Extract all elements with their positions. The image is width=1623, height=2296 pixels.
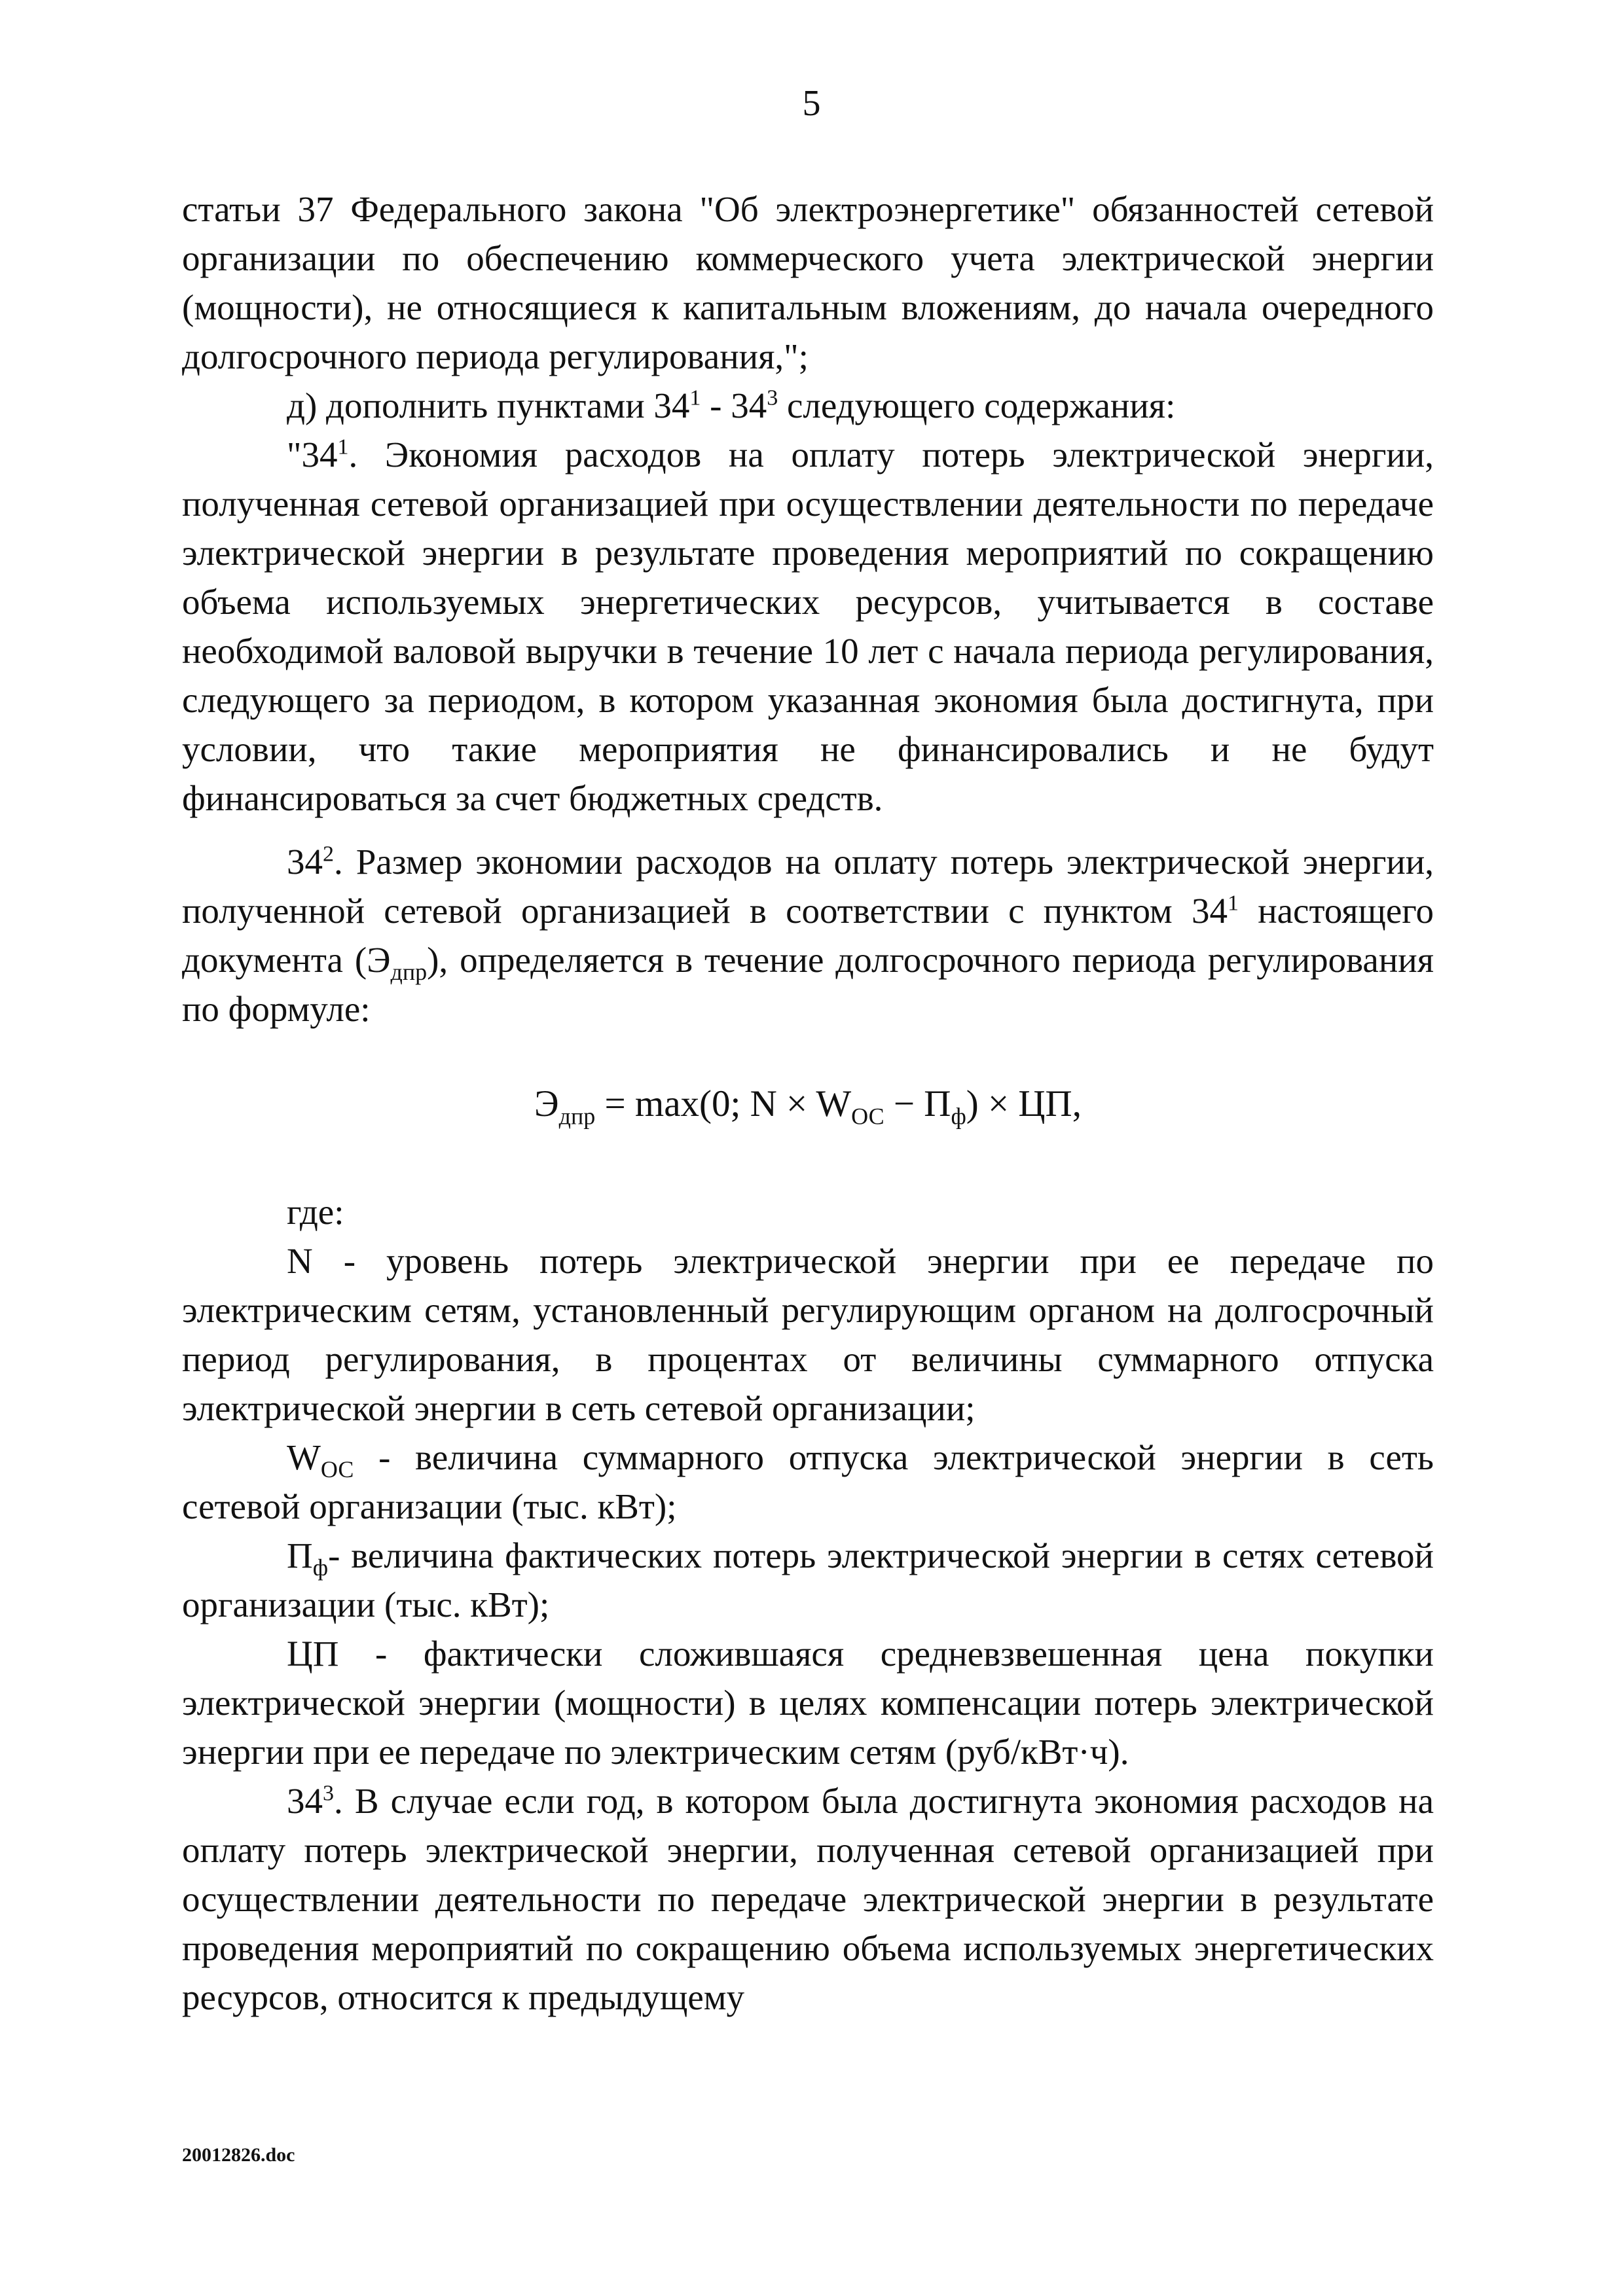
superscript: 3 xyxy=(323,1781,334,1806)
text-run: . Размер экономии расходов на оплату потерь электрической энергии, полученной сетевой организацией в соответствии с пунктом 34 xyxy=(182,842,1434,931)
superscript: 1 xyxy=(689,386,701,410)
text-run: следующего содержания: xyxy=(778,386,1176,425)
subscript: дпр xyxy=(390,959,428,985)
paragraph-34-2 xyxy=(182,837,1434,1033)
page-number: 5 xyxy=(802,83,821,124)
superscript: 1 xyxy=(1227,891,1239,916)
superscript: 3 xyxy=(767,386,778,410)
footer-filename: 20012826.doc xyxy=(182,2144,295,2166)
paragraph-amendment-d xyxy=(182,381,1434,430)
text-run: . Экономия расходов на оплату потерь электрической энергии, полученная сетевой организацией при осуществлении деятельности по передаче электрической энергии в результате проведения мероприятий по сокращению объема используемых энергетических ресурсов, учитывается в составе необходимой валовой выручки в течение 10 лет с начала периода регулирования, следующего за периодом, в котором указанная экономия была достигнута, при условии, что такие мероприятия не финансировались и не будут финансироваться за счет бюджетных средств. xyxy=(182,435,1434,818)
text-run: . В случае если год, в котором была достигнута экономия расходов на оплату потерь электрической энергии, полученная сетевой организацией при осуществлении деятельности по передаче электрической энергии в результате проведения мероприятий по сокращению объема используемых энергетических ресурсов, относится к предыдущему xyxy=(182,1781,1434,2017)
subscript: ОС xyxy=(320,1456,354,1482)
formula-part: = max(0; N × W xyxy=(595,1083,852,1124)
text-run: - величина фактических потерь электрической энергии в сетях сетевой организации (тыс. кВт); xyxy=(182,1535,1434,1624)
definition-w xyxy=(182,1433,1434,1531)
superscript: 2 xyxy=(323,842,334,867)
text-run: - величина суммарного отпуска электрической энергии в сеть сетевой организации (тыс. кВт); xyxy=(182,1437,1434,1526)
subscript: ф xyxy=(951,1103,966,1130)
definition-p xyxy=(182,1531,1434,1629)
paragraph-34-1 xyxy=(182,430,1434,823)
formula-part: − П xyxy=(884,1083,951,1124)
text-run: 34 xyxy=(287,1781,323,1821)
text-run: настоящего документа (Э xyxy=(182,891,1434,980)
formula-part: Э xyxy=(534,1083,559,1124)
superscript: 1 xyxy=(337,435,349,459)
formula xyxy=(182,1079,1434,1128)
text-run: д) дополнить пунктами 34 xyxy=(287,386,690,425)
subscript: ф xyxy=(312,1554,329,1581)
where-label: где: xyxy=(287,1192,344,1232)
text-run: - 34 xyxy=(701,386,767,425)
definition-cp: ЦП - фактически сложившаяся средневзвешенная цена покупки электрической энергии (мощности) в целях компенсации потерь электрической энергии при ее передаче по электрическим сетям (руб/кВт·ч). xyxy=(182,1634,1434,1772)
paragraph-34-3 xyxy=(182,1776,1434,2022)
text-run: W xyxy=(287,1437,321,1477)
subscript: дпр xyxy=(558,1103,596,1130)
text-run: 34 xyxy=(287,842,323,882)
text-run: П xyxy=(287,1535,313,1575)
document-body xyxy=(182,185,1434,2022)
paragraph-continuation: статьи 37 Федерального закона "Об электроэнергетике" обязанностей сетевой организации по обеспечению коммерческого учета электрической энергии (мощности), не относящиеся к капитальным вложениям, до начала очередного долгосрочного периода регулирования,"; xyxy=(182,189,1434,376)
text-run: ), определяется в течение долгосрочного периода регулирования по формуле: xyxy=(182,940,1434,1029)
subscript: ОС xyxy=(851,1103,884,1130)
definition-n: N - уровень потерь электрической энергии при ее передаче по электрическим сетям, установленный регулирующим органом на долгосрочный период регулирования, в процентах от величины суммарного отпуска электрической энергии в сеть сетевой организации; xyxy=(182,1241,1434,1428)
formula-part: ) × ЦП, xyxy=(966,1083,1082,1124)
text-run: "34 xyxy=(287,435,338,475)
